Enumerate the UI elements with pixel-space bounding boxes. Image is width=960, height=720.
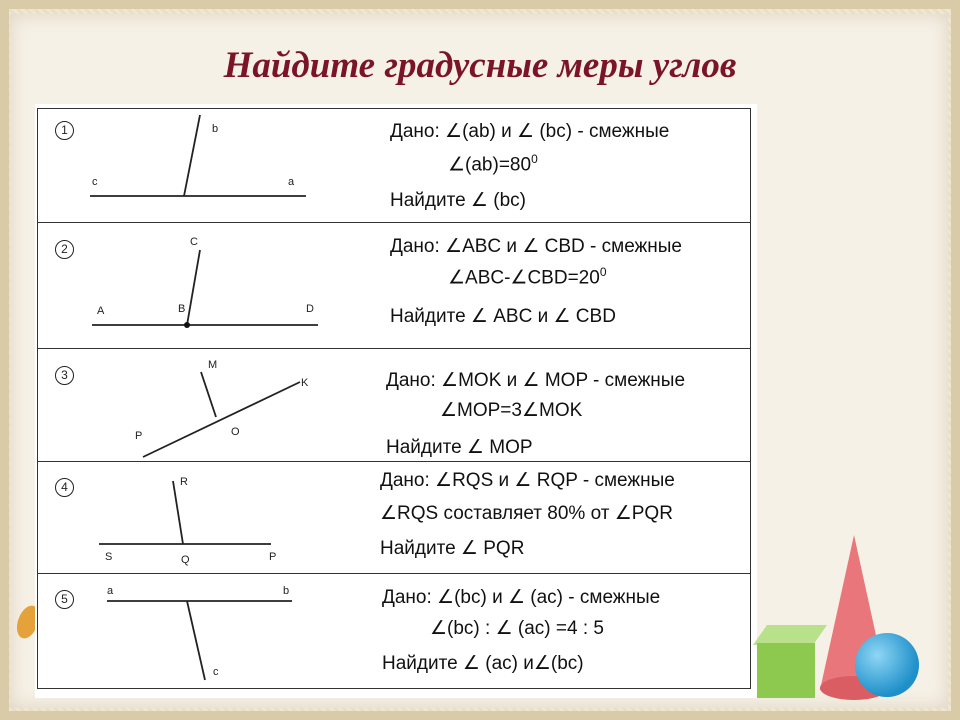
fig4-label-r: R — [180, 476, 188, 488]
problem-1-given: Дано: ∠(ab) и ∠ (bc) - смежные — [390, 121, 670, 142]
problem-4-find: Найдите ∠ PQR — [380, 538, 525, 559]
figures — [37, 108, 397, 693]
problem-5-find: Найдите ∠ (ac) и∠(bc) — [382, 653, 584, 674]
fig5-label-c: c — [213, 666, 219, 678]
fig5-label-b: b — [283, 585, 290, 597]
fig5-label-a: a — [107, 585, 114, 597]
fig4-label-s: S — [105, 551, 113, 563]
fig3-label-o: O — [231, 426, 240, 438]
fig4-label-p: P — [269, 551, 277, 563]
problem-4-given: Дано: ∠RQS и ∠ RQP - смежные — [380, 470, 675, 491]
fig4-label-q: Q — [181, 554, 190, 566]
problem-3-given: Дано: ∠MOK и ∠ MOP - смежные — [386, 370, 686, 391]
fig2-point-b — [184, 322, 190, 328]
problem-4-condition: ∠RQS составляет 80% от ∠PQR — [380, 503, 673, 524]
problem-3-condition: ∠MOP=3∠MOK — [440, 400, 583, 421]
cube-decoration — [757, 643, 815, 698]
problem-5-given: Дано: ∠(bc) и ∠ (ac) - смежные — [382, 587, 661, 608]
fig2-ray-bc — [187, 250, 200, 325]
fig3-ray-om — [201, 372, 216, 417]
fig1-ray-b — [184, 115, 200, 196]
problem-number-5: 5 — [55, 590, 74, 609]
problem-1-condition: $\angle(ab)=80^0$ — [448, 152, 538, 176]
fig2-label-d: D — [306, 303, 314, 315]
fig4-ray-qr — [173, 481, 183, 544]
fig3-label-m: M — [208, 359, 218, 371]
problem-number-2: 2 — [55, 240, 74, 259]
problem-2-find: Найдите ∠ ABC и ∠ CBD — [390, 306, 616, 327]
slide-title: Найдите градусные меры углов — [223, 45, 737, 86]
fig2-label-a: A — [97, 305, 105, 317]
problem-number-1: 1 — [55, 121, 74, 140]
fig3-label-k: K — [301, 377, 309, 389]
fig1-label-c: c — [92, 176, 98, 188]
fig2-label-c: C — [190, 236, 198, 248]
problem-5-condition: ∠(bc) : ∠ (ac) =4 : 5 — [430, 618, 604, 639]
problem-1-find: Найдите ∠ (bc) — [390, 190, 526, 211]
problem-number-4: 4 — [55, 478, 74, 497]
sphere-decoration — [855, 633, 919, 697]
fig2-label-b: B — [178, 303, 186, 315]
problem-2-condition: $\angle ABC-\angle CBD=20^0$ — [448, 265, 607, 289]
problem-number-3: 3 — [55, 366, 74, 385]
fig3-line-pk — [143, 382, 300, 457]
problem-3-find: Найдите ∠ MOP — [386, 437, 533, 458]
problem-2-given: Дано: ∠ABC и ∠ CBD - смежные — [390, 236, 682, 257]
fig1-label-b: b — [212, 123, 219, 135]
fig1-label-a: a — [288, 176, 295, 188]
fig5-ray-c — [187, 601, 205, 680]
fig3-label-p: P — [135, 430, 143, 442]
